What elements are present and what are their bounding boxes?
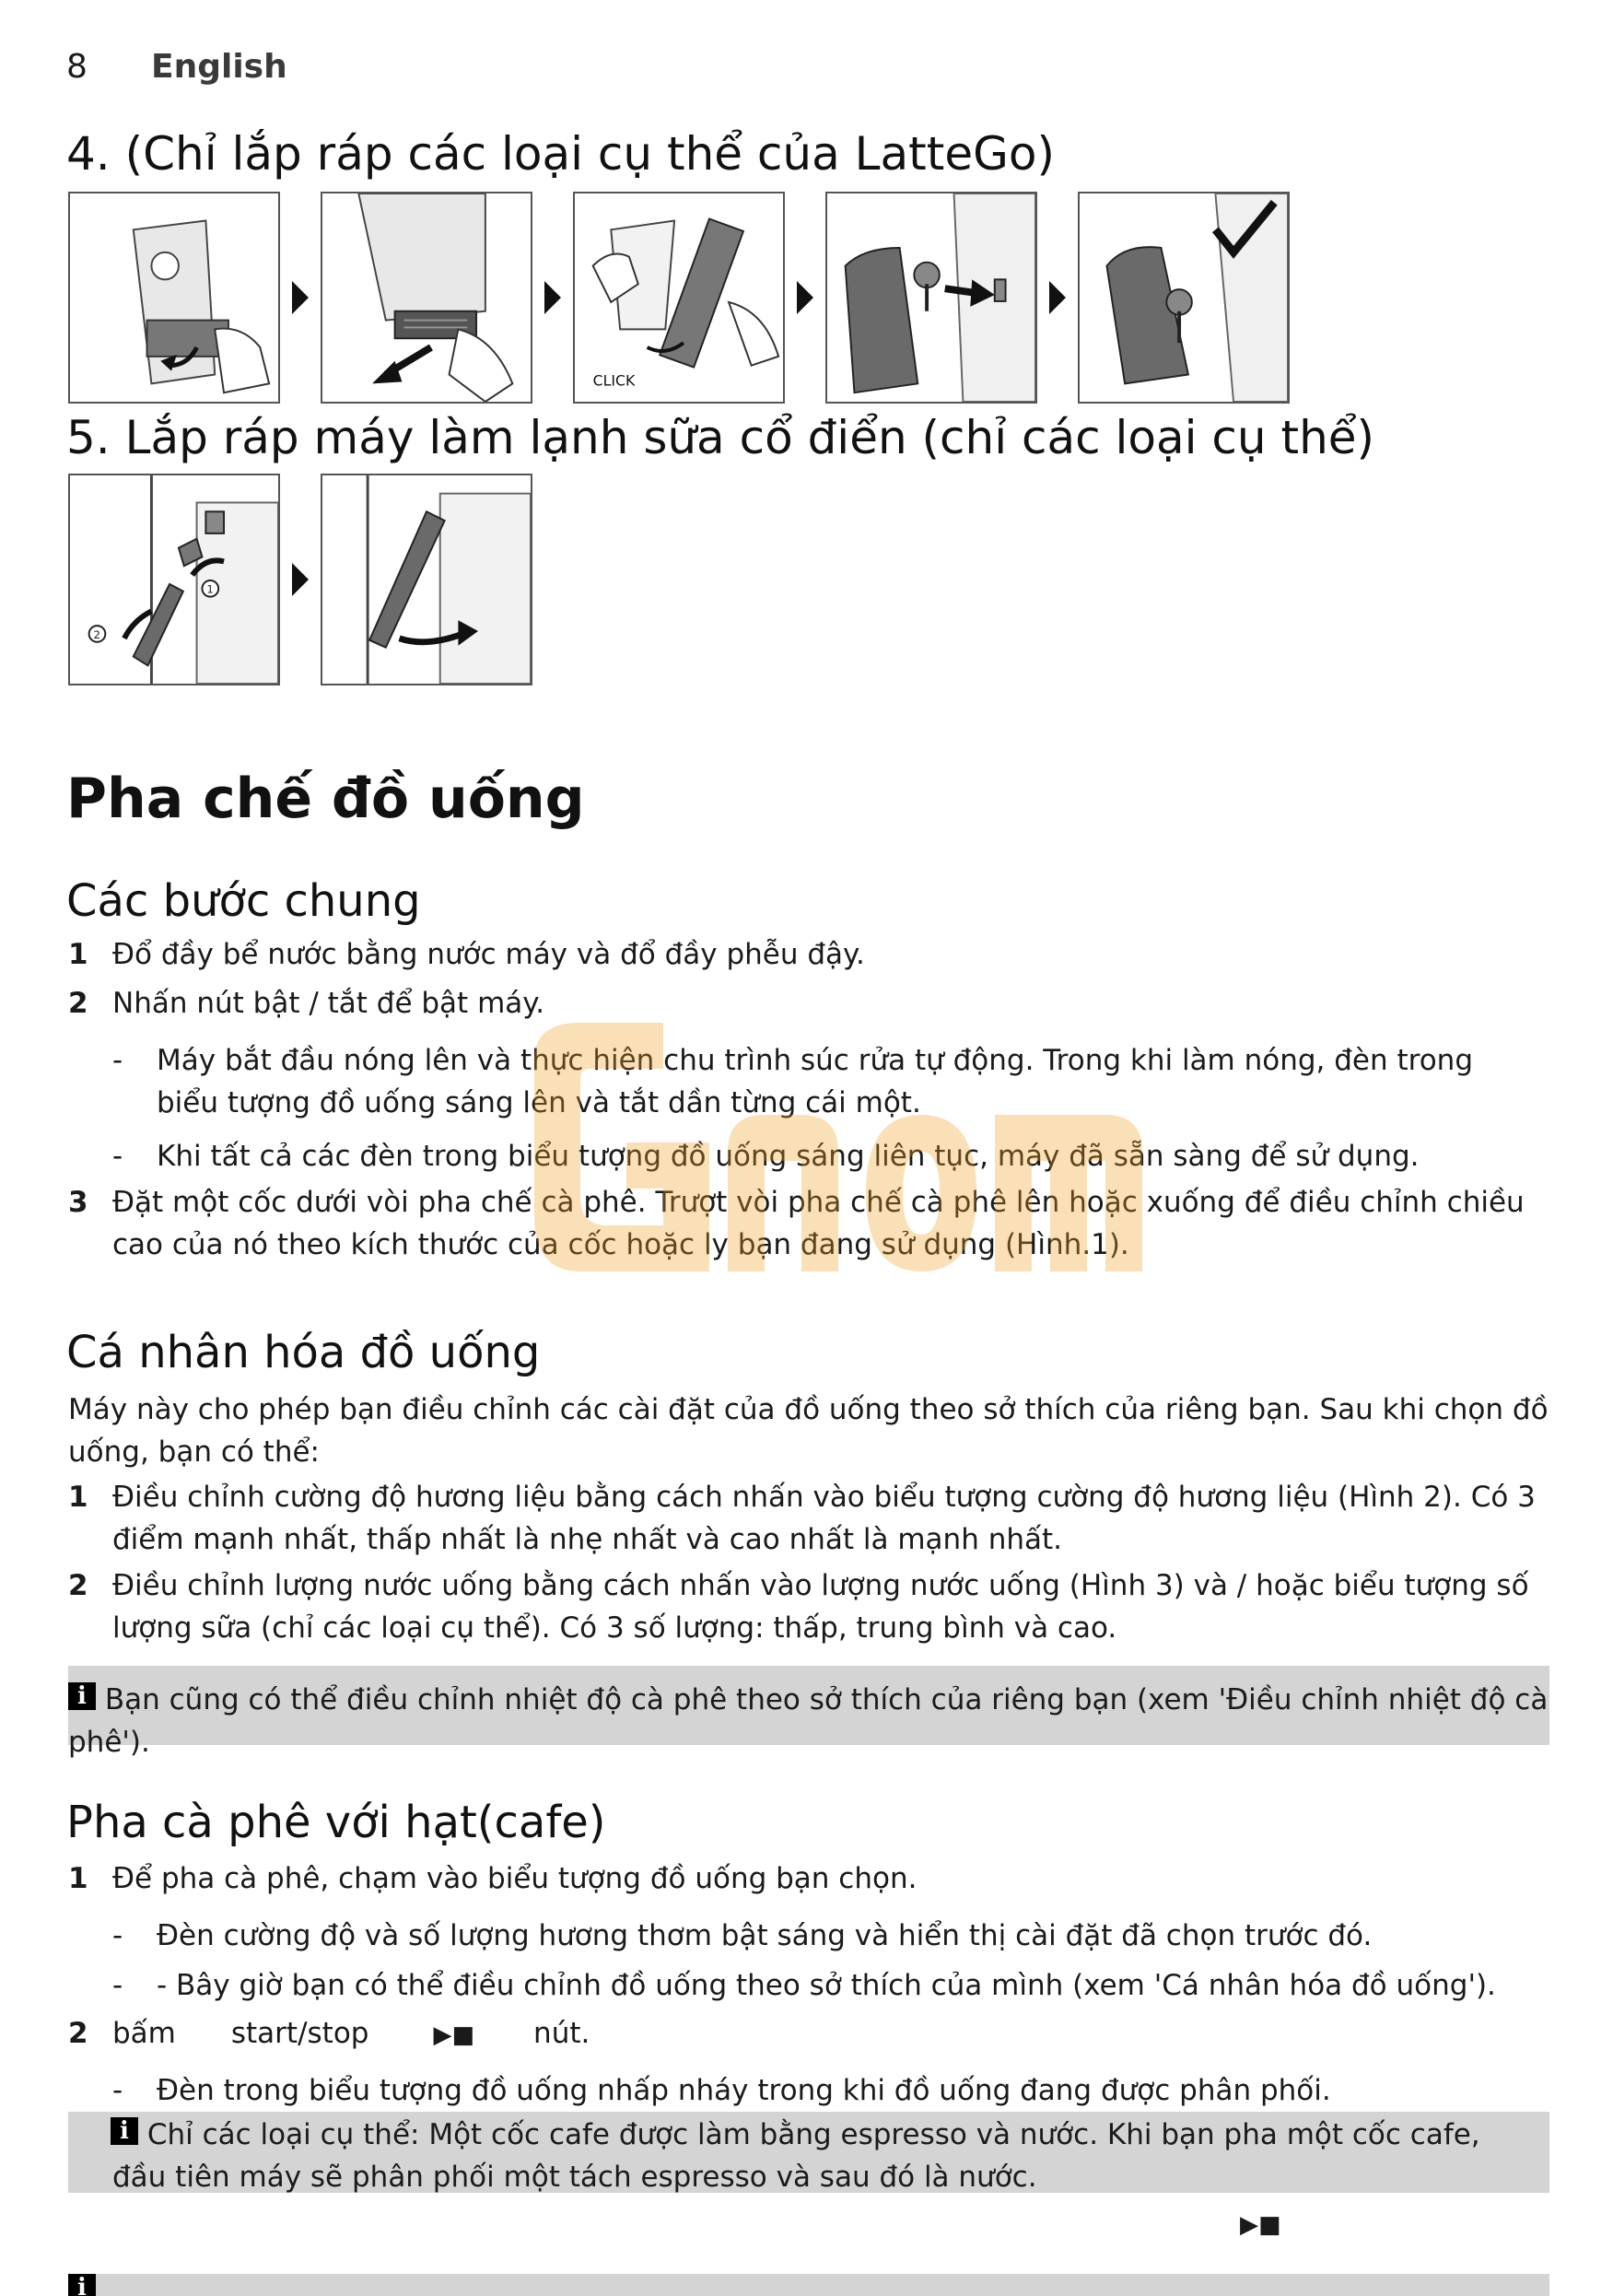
info-note	[68, 2274, 1549, 2296]
item-number: 1	[68, 938, 88, 971]
step4-illustration-1	[68, 192, 280, 404]
list-item	[68, 1857, 1551, 1900]
step5-illustration-2	[321, 474, 532, 685]
item-text: Điều chỉnh lượng nước uống bằng cách nhấn vào lượng nước uống (Hình 3) và / hoặc biểu tượng số lượng sữa (chỉ các loại cụ thể). Có 3 số lượng: thấp, trung bình và cao.	[112, 1569, 1529, 1645]
list-item	[68, 2012, 1551, 2056]
item-text: Điều chỉnh cường độ hương liệu bằng cách nhấn vào biểu tượng cường độ hương liệu (Hình 2). Có 3 điểm mạnh nhất, thấp nhất là nhẹ nhất và cao nhất là mạnh nhất.	[112, 1481, 1536, 1556]
sub-item	[112, 1039, 1522, 1124]
item-text: Đặt một cốc dưới vòi pha chế cà phê. Trượt vòi pha chế cà phê lên hoặc xuống để điều chỉnh chiều cao của nó theo kích thước của cốc hoặc ly bạn đang sử dụng (Hình.1).	[112, 1186, 1525, 1261]
info-icon: i	[68, 2274, 96, 2296]
item-number: 3	[68, 1186, 88, 1219]
section-title: Pha chế đồ uống	[66, 767, 585, 831]
step4-illustration-2	[321, 192, 532, 404]
list-item	[68, 982, 1551, 1025]
list-item	[68, 1476, 1551, 1561]
sub-item	[112, 1135, 1522, 1177]
sub-item	[112, 2069, 1522, 2112]
item-number: 1	[68, 1481, 88, 1514]
arrow-icon	[280, 192, 321, 404]
item-text-word: start/stop	[230, 2017, 369, 2050]
dash-marker: -	[112, 1919, 123, 1952]
dash-marker: -	[112, 1140, 123, 1173]
arrow-icon	[785, 192, 825, 404]
arrow-icon	[532, 192, 573, 404]
step4-illustration-4	[825, 192, 1037, 404]
item-number: 1	[68, 1862, 88, 1895]
item-number: 2	[68, 1569, 88, 1602]
sub-item	[112, 1915, 1522, 1957]
page-number: 8	[66, 48, 88, 86]
personalize-intro: Máy này cho phép bạn điều chỉnh các cài đặt của đồ uống theo sở thích của riêng bạn. Sau khi chọn đồ uống, bạn có thể:	[68, 1393, 1549, 1469]
play-stop-icon: ▶■	[1240, 2211, 1281, 2239]
language-label: English	[151, 48, 287, 86]
item-number: 2	[68, 2017, 88, 2050]
arrow-icon	[1037, 192, 1078, 404]
step5-illustration-1	[68, 474, 280, 685]
step5-title: 5. Lắp ráp máy làm lạnh sữa cổ điển (chỉ các loại cụ thể)	[66, 411, 1375, 464]
list-item	[68, 933, 1551, 976]
step4-illustrations	[68, 192, 1290, 404]
note-text: Chỉ các loại cụ thể: Một cốc cafe được làm bằng espresso và nước. Khi bạn pha một cốc cafe, đầu tiên máy sẽ phân phối một tách espresso và sau đó là nước.	[112, 2118, 1480, 2194]
click-label: CLICK	[592, 371, 636, 390]
sub-item-text: - Bây giờ bạn có thể điều chỉnh đồ uống theo sở thích của mình (xem 'Cá nhân hóa đồ uống').	[157, 1969, 1496, 2002]
coffee-title: Pha cà phê với hạt(cafe)	[66, 1797, 606, 1848]
note-text: Bạn cũng có thể điều chỉnh nhiệt độ cà phê theo sở thích của riêng bạn (xem 'Điều chỉnh nhiệt độ cà phê').	[68, 1683, 1549, 1759]
page-header	[66, 48, 287, 86]
callout-2: 2	[93, 627, 101, 641]
info-icon: i	[68, 1682, 96, 1710]
step4-title: 4. (Chỉ lắp ráp các loại cụ thể của LatteGo)	[66, 127, 1055, 181]
step5-illustrations	[68, 474, 532, 685]
step4-illustration-5	[1078, 192, 1290, 404]
list-item	[68, 1564, 1551, 1649]
personalize-title: Cá nhân hóa đồ uống	[66, 1327, 541, 1378]
item-text: Đổ đầy bể nước bằng nước máy và đổ đầy phễu đậy.	[112, 938, 865, 971]
info-icon: i	[111, 2117, 138, 2145]
sub-item-text: Máy bắt đầu nóng lên và thực hiện chu trình súc rửa tự động. Trong khi làm nóng, đèn trong biểu tượng đồ uống sáng lên và tắt dần từng cái một.	[157, 1044, 1474, 1119]
sub-item-text: Đèn cường độ và số lượng hương thơm bật sáng và hiển thị cài đặt đã chọn trước đó.	[157, 1919, 1373, 1952]
item-text: Để pha cà phê, chạm vào biểu tượng đồ uống bạn chọn.	[112, 1862, 918, 1895]
dash-marker: -	[112, 2074, 123, 2107]
arrow-icon	[280, 474, 321, 685]
info-note	[68, 2112, 1549, 2193]
sub-item-text: Khi tất cả các đèn trong biểu tượng đồ uống sáng liên tục, máy đã sẵn sàng để sử dụng.	[157, 1140, 1420, 1173]
sub-item	[112, 1964, 1522, 2007]
play-stop-icon: ▶■	[433, 2021, 475, 2049]
info-note	[68, 1666, 1549, 1759]
step4-illustration-3	[573, 192, 785, 404]
dash-marker: -	[112, 1044, 123, 1077]
general-steps-title: Các bước chung	[66, 875, 421, 927]
item-number: 2	[68, 987, 88, 1020]
item-text-word: bấm	[112, 2017, 176, 2050]
item-text-word: nút.	[533, 2017, 590, 2050]
sub-item-text: Đèn trong biểu tượng đồ uống nhấp nháy trong khi đồ uống đang được phân phối.	[157, 2074, 1331, 2107]
dash-marker: -	[112, 1969, 123, 2002]
list-item	[68, 1181, 1551, 1266]
callout-1: 1	[206, 582, 214, 596]
item-text: Nhấn nút bật / tắt để bật máy.	[112, 987, 545, 1020]
